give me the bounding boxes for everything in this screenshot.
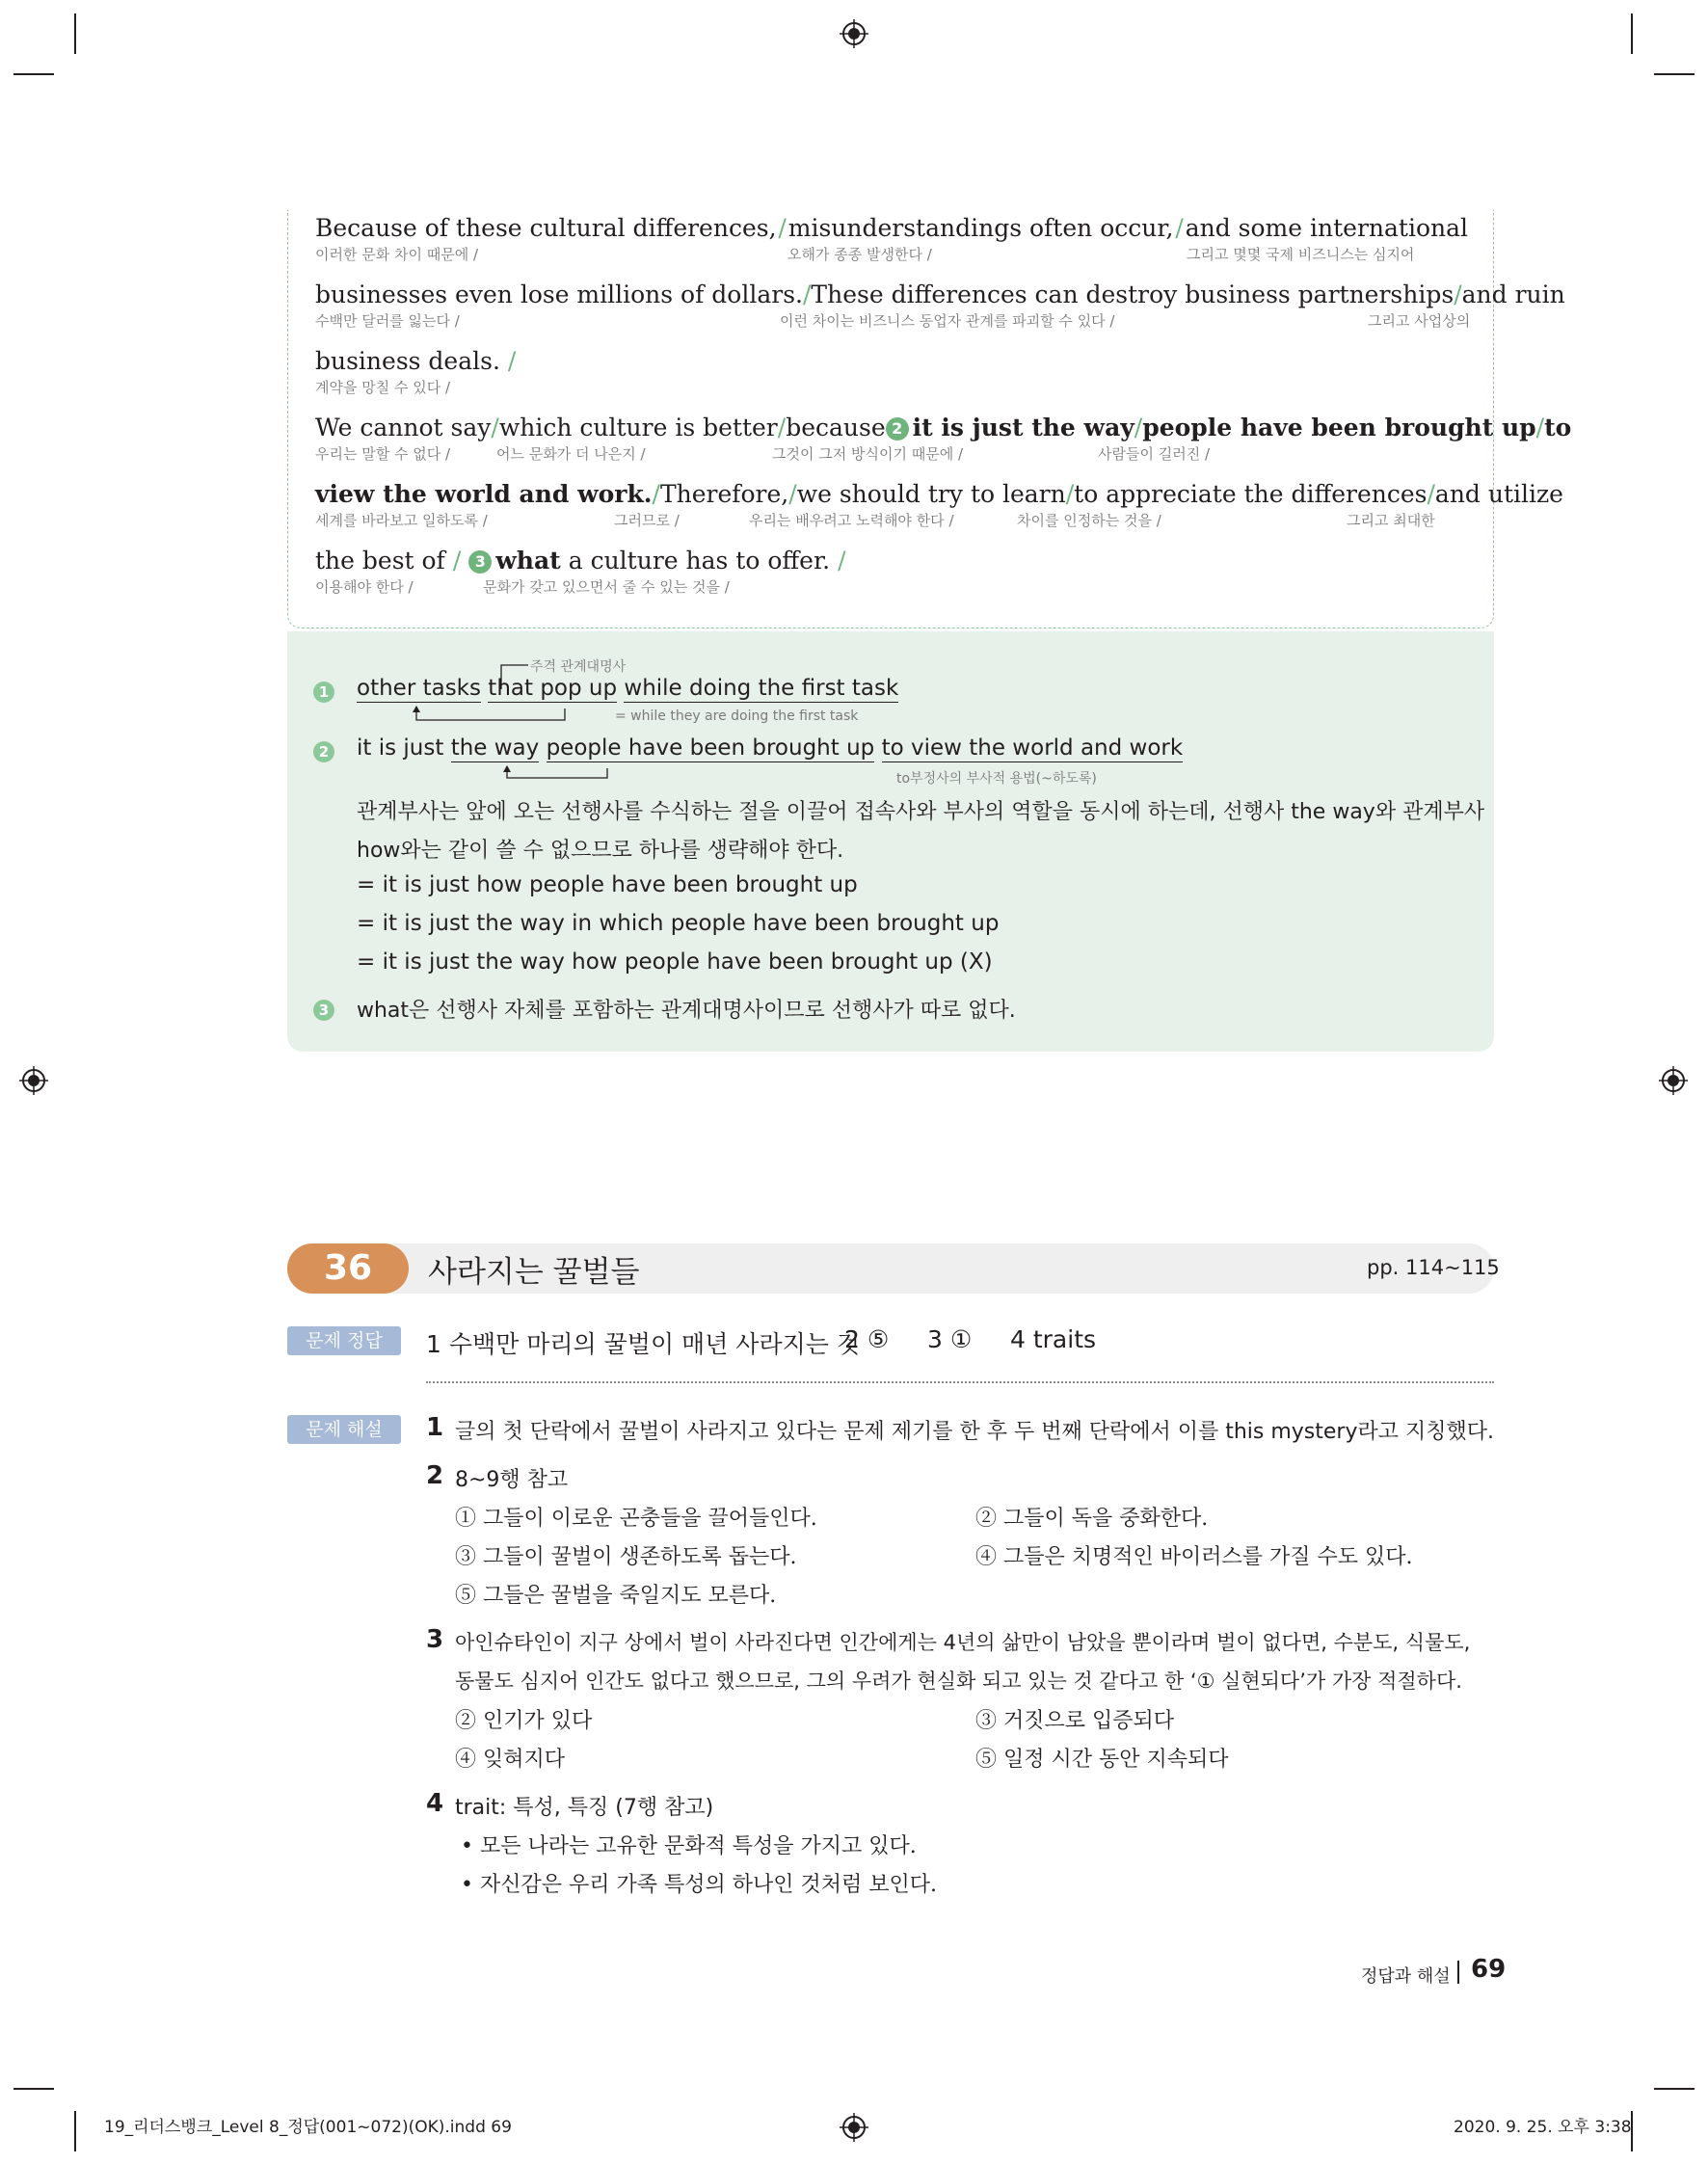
chunk: businesses even lose millions of dollars. xyxy=(315,281,803,308)
slash: / xyxy=(452,547,462,574)
slash: / xyxy=(491,414,499,441)
chunk: to appreciate the differences xyxy=(1074,480,1428,508)
item-number-1: 1 xyxy=(313,681,334,703)
chunk: business deals. xyxy=(315,347,500,375)
slash: / xyxy=(1427,480,1435,508)
crop-mark xyxy=(74,13,76,54)
equivalent-sentence: = it is just how people have been brought up xyxy=(357,872,858,897)
korean-line xyxy=(315,510,1468,529)
explanation-number: 2 xyxy=(426,1461,444,1490)
translation: 오해가 종종 발생한다 / xyxy=(787,246,932,263)
crop-mark xyxy=(13,2088,54,2090)
answer-4: 4 traits xyxy=(1010,1325,1097,1353)
english-line xyxy=(315,347,1468,375)
translation: 수백만 달러를 잃는다 / xyxy=(315,312,460,330)
grammar-example-2 xyxy=(357,735,1183,761)
chunk-bold: view the world and work. xyxy=(315,480,653,508)
slash: / xyxy=(788,480,797,508)
equivalent-sentence: = it is just the way how people have been brought up (X) xyxy=(357,949,993,975)
file-name: 19_리더스뱅크_Level 8_정답(001~072)(OK).indd 69 xyxy=(104,2118,512,2137)
slash: / xyxy=(838,547,846,574)
divider xyxy=(1457,1961,1459,1984)
english-line xyxy=(315,414,1572,441)
adverb-clause: while doing the first task xyxy=(624,676,899,701)
english-line xyxy=(315,547,1468,574)
chunk: and some international xyxy=(1185,214,1468,242)
grammar-example-1 xyxy=(357,676,898,701)
crop-mark xyxy=(1654,73,1695,75)
chunk-bold: people have been brought up xyxy=(1142,414,1536,441)
chunk-bold: 3 what xyxy=(468,547,560,574)
equivalent-sentence: = it is just the way in which people have been brought up xyxy=(357,911,1000,936)
option: ④ 그들은 치명적인 바이러스를 가질 수도 있다. xyxy=(975,1545,1413,1569)
infinitive-phrase: to view the world and work xyxy=(881,735,1184,761)
chunk: a culture has to offer. xyxy=(568,547,831,574)
answer-3: 3 ① xyxy=(927,1325,973,1353)
translation: 그리고 최대한 xyxy=(1347,512,1435,529)
number-marker-icon: 3 xyxy=(468,550,492,574)
chunk: Because of these cultural differences, xyxy=(315,214,777,242)
example-sentence: • 모든 나라는 고유한 문화적 특성을 가지고 있다. xyxy=(461,1834,917,1858)
answer-2: 2 ⑤ xyxy=(844,1325,890,1353)
explanation-1: 글의 첫 단락에서 꿀벌이 사라지고 있다는 문제 제기를 한 후 두 번째 단락에서 이를 this mystery라고 지칭했다. xyxy=(455,1420,1494,1444)
explanation-text: how와는 같이 쓸 수 없으므로 하나를 생략해야 한다. xyxy=(357,839,844,863)
example-sentence: • 자신감은 우리 가족 특성의 하나인 것처럼 보인다. xyxy=(461,1873,937,1897)
answer-1: 1 수백만 마리의 꿀벌이 매년 사라지는 것 xyxy=(426,1330,860,1358)
translation: 어느 문화가 더 나은지 / xyxy=(496,445,646,463)
explanation-3: 동물도 심지어 인간도 없다고 했으므로, 그의 우려가 현실화 되고 있는 것 같다고 한 ‘① 실현되다’가 가장 적절하다. xyxy=(455,1670,1462,1693)
grammar-note-box xyxy=(287,631,1494,1052)
korean-line xyxy=(315,377,1468,396)
chunk: and ruin xyxy=(1461,281,1565,308)
crop-mark xyxy=(1631,13,1633,54)
option: ① 그들이 이로운 곤충들을 끌어들인다. xyxy=(455,1507,817,1531)
antecedent: other tasks xyxy=(357,676,481,701)
translation: 이러한 문화 차이 때문에 / xyxy=(315,246,479,263)
footer-label: 정답과 해설 xyxy=(1361,1966,1451,1987)
chunk-bold: 2 it is just the way xyxy=(886,414,1134,441)
reading-line xyxy=(315,547,1468,596)
chunk: and utilize xyxy=(1434,480,1563,508)
registration-mark-icon xyxy=(840,2113,868,2142)
registration-mark-icon xyxy=(19,1066,48,1095)
chunk: Therefore, xyxy=(659,480,789,508)
item-number-2: 2 xyxy=(313,741,334,762)
explanation-number: 1 xyxy=(426,1413,444,1442)
korean-line xyxy=(315,443,1468,463)
english-line xyxy=(315,480,1563,508)
option: ③ 그들이 꿀벌이 생존하도록 돕는다. xyxy=(455,1545,797,1569)
translation: 우리는 말할 수 없다 / xyxy=(315,445,451,463)
slash: / xyxy=(802,281,812,308)
chunk: which culture is better xyxy=(498,414,778,441)
chunk: misunderstandings often occur, xyxy=(787,214,1174,242)
bracket-arrow-icon xyxy=(503,764,619,793)
explanations-tag: 문제 해설 xyxy=(287,1415,401,1444)
crop-mark xyxy=(13,73,54,75)
slash: / xyxy=(1535,414,1545,441)
reading-line xyxy=(315,214,1468,263)
reading-translation-box xyxy=(287,210,1572,628)
bracket-arrow-icon xyxy=(413,705,586,734)
explanation-text: 관계부사는 앞에 오는 선행사를 수식하는 절을 이끌어 접속사와 부사의 역할을 동시에 하는데, 선행사 the way와 관계부사 xyxy=(357,800,1485,824)
slash: / xyxy=(652,480,660,508)
translation: 이런 차이는 비즈니스 동업자 관계를 파괴할 수 있다 / xyxy=(780,312,1115,330)
explanation-number: 3 xyxy=(426,1625,444,1654)
relative-clause: people have been brought up xyxy=(546,735,875,761)
reading-line xyxy=(315,347,1468,396)
chunk: the best of xyxy=(315,547,445,574)
reading-line xyxy=(315,480,1563,529)
relative-clause: that pop up xyxy=(488,676,618,701)
slash: / xyxy=(1134,414,1143,441)
translation: 그리고 몇몇 국제 비즈니스는 심지어 xyxy=(1187,246,1415,263)
answers-tag: 문제 정답 xyxy=(287,1326,401,1355)
slash: / xyxy=(778,214,787,242)
slash: / xyxy=(1175,214,1184,242)
option: ④ 잊혀지다 xyxy=(455,1748,566,1772)
grammar-note-label: = while they are doing the first task xyxy=(615,708,859,724)
translation: 차이를 인정하는 것을 / xyxy=(1017,512,1161,529)
explanation-text: what은 선행사 자체를 포함하는 관계대명사이므로 선행사가 따로 없다. xyxy=(357,999,1016,1023)
english-line xyxy=(315,214,1468,242)
item-number-3: 3 xyxy=(313,1000,334,1021)
chunk-bold: to xyxy=(1544,414,1572,441)
page-reference: pp. 114~115 xyxy=(1367,1256,1500,1279)
reading-line xyxy=(315,281,1565,330)
phrase: it is just xyxy=(357,735,444,761)
grammar-note-label: to부정사의 부사적 용법(~하도록) xyxy=(896,771,1097,787)
explanation-number: 4 xyxy=(426,1789,444,1818)
translation: 우리는 배우려고 노력해야 한다 / xyxy=(749,512,954,529)
divider xyxy=(426,1381,1494,1383)
explanation-2: 8~9행 참고 xyxy=(455,1468,569,1492)
section-title: 사라지는 꿀벌들 xyxy=(428,1255,640,1290)
grammar-note-label: 주격 관계대명사 xyxy=(530,659,627,675)
explanation-3: 아인슈타인이 지구 상에서 벌이 사라진다면 인간에게는 4년의 삶만이 남았을 뿐이라며 벌이 없다면, 수분도, 식물도, xyxy=(455,1631,1471,1654)
option: ⑤ 그들은 꿀벌을 죽일지도 모른다. xyxy=(455,1584,777,1608)
korean-line xyxy=(315,576,1468,596)
option: ③ 거짓으로 입증되다 xyxy=(975,1709,1175,1733)
slash: / xyxy=(1065,480,1075,508)
translation: 그것이 그저 방식이기 때문에 / xyxy=(772,445,964,463)
option: ⑤ 일정 시간 동안 지속되다 xyxy=(975,1748,1229,1772)
antecedent: the way xyxy=(450,735,540,761)
translation: 그러므로 / xyxy=(614,512,680,529)
korean-line xyxy=(315,244,1468,263)
slash: / xyxy=(777,414,787,441)
registration-mark-icon xyxy=(1659,1066,1688,1095)
chunk: we should try to learn xyxy=(796,480,1066,508)
crop-mark xyxy=(74,2111,76,2151)
number-marker-icon: 2 xyxy=(886,417,909,441)
korean-line xyxy=(315,310,1471,330)
explanation-4: trait: 특성, 특징 (7행 참고) xyxy=(455,1796,714,1820)
translation: 그리고 사업상의 xyxy=(1368,312,1471,330)
chunk: because xyxy=(786,414,886,441)
english-line xyxy=(315,281,1565,308)
chunk: We cannot say xyxy=(315,414,492,441)
translation: 문화가 갖고 있으면서 줄 수 있는 것을 / xyxy=(483,578,730,596)
crop-mark xyxy=(1654,2088,1695,2090)
translation: 이용해야 한다 / xyxy=(315,578,414,596)
slash: / xyxy=(507,347,517,375)
translation: 사람들이 길러진 / xyxy=(1098,445,1211,463)
page-number: 69 xyxy=(1471,1955,1507,1984)
translation: 계약을 망칠 수 있다 / xyxy=(315,379,451,396)
option: ② 그들이 독을 중화한다. xyxy=(975,1507,1209,1531)
reading-line xyxy=(315,414,1572,463)
option: ② 인기가 있다 xyxy=(455,1709,593,1733)
section-number: 36 xyxy=(287,1243,409,1294)
slash: / xyxy=(1454,281,1462,308)
registration-mark-icon xyxy=(840,19,868,48)
print-date: 2020. 9. 25. 오후 3:38 xyxy=(1454,2118,1632,2137)
translation: 세계를 바라보고 일하도록 / xyxy=(315,512,488,529)
chunk: These differences can destroy business partnerships xyxy=(811,281,1454,308)
